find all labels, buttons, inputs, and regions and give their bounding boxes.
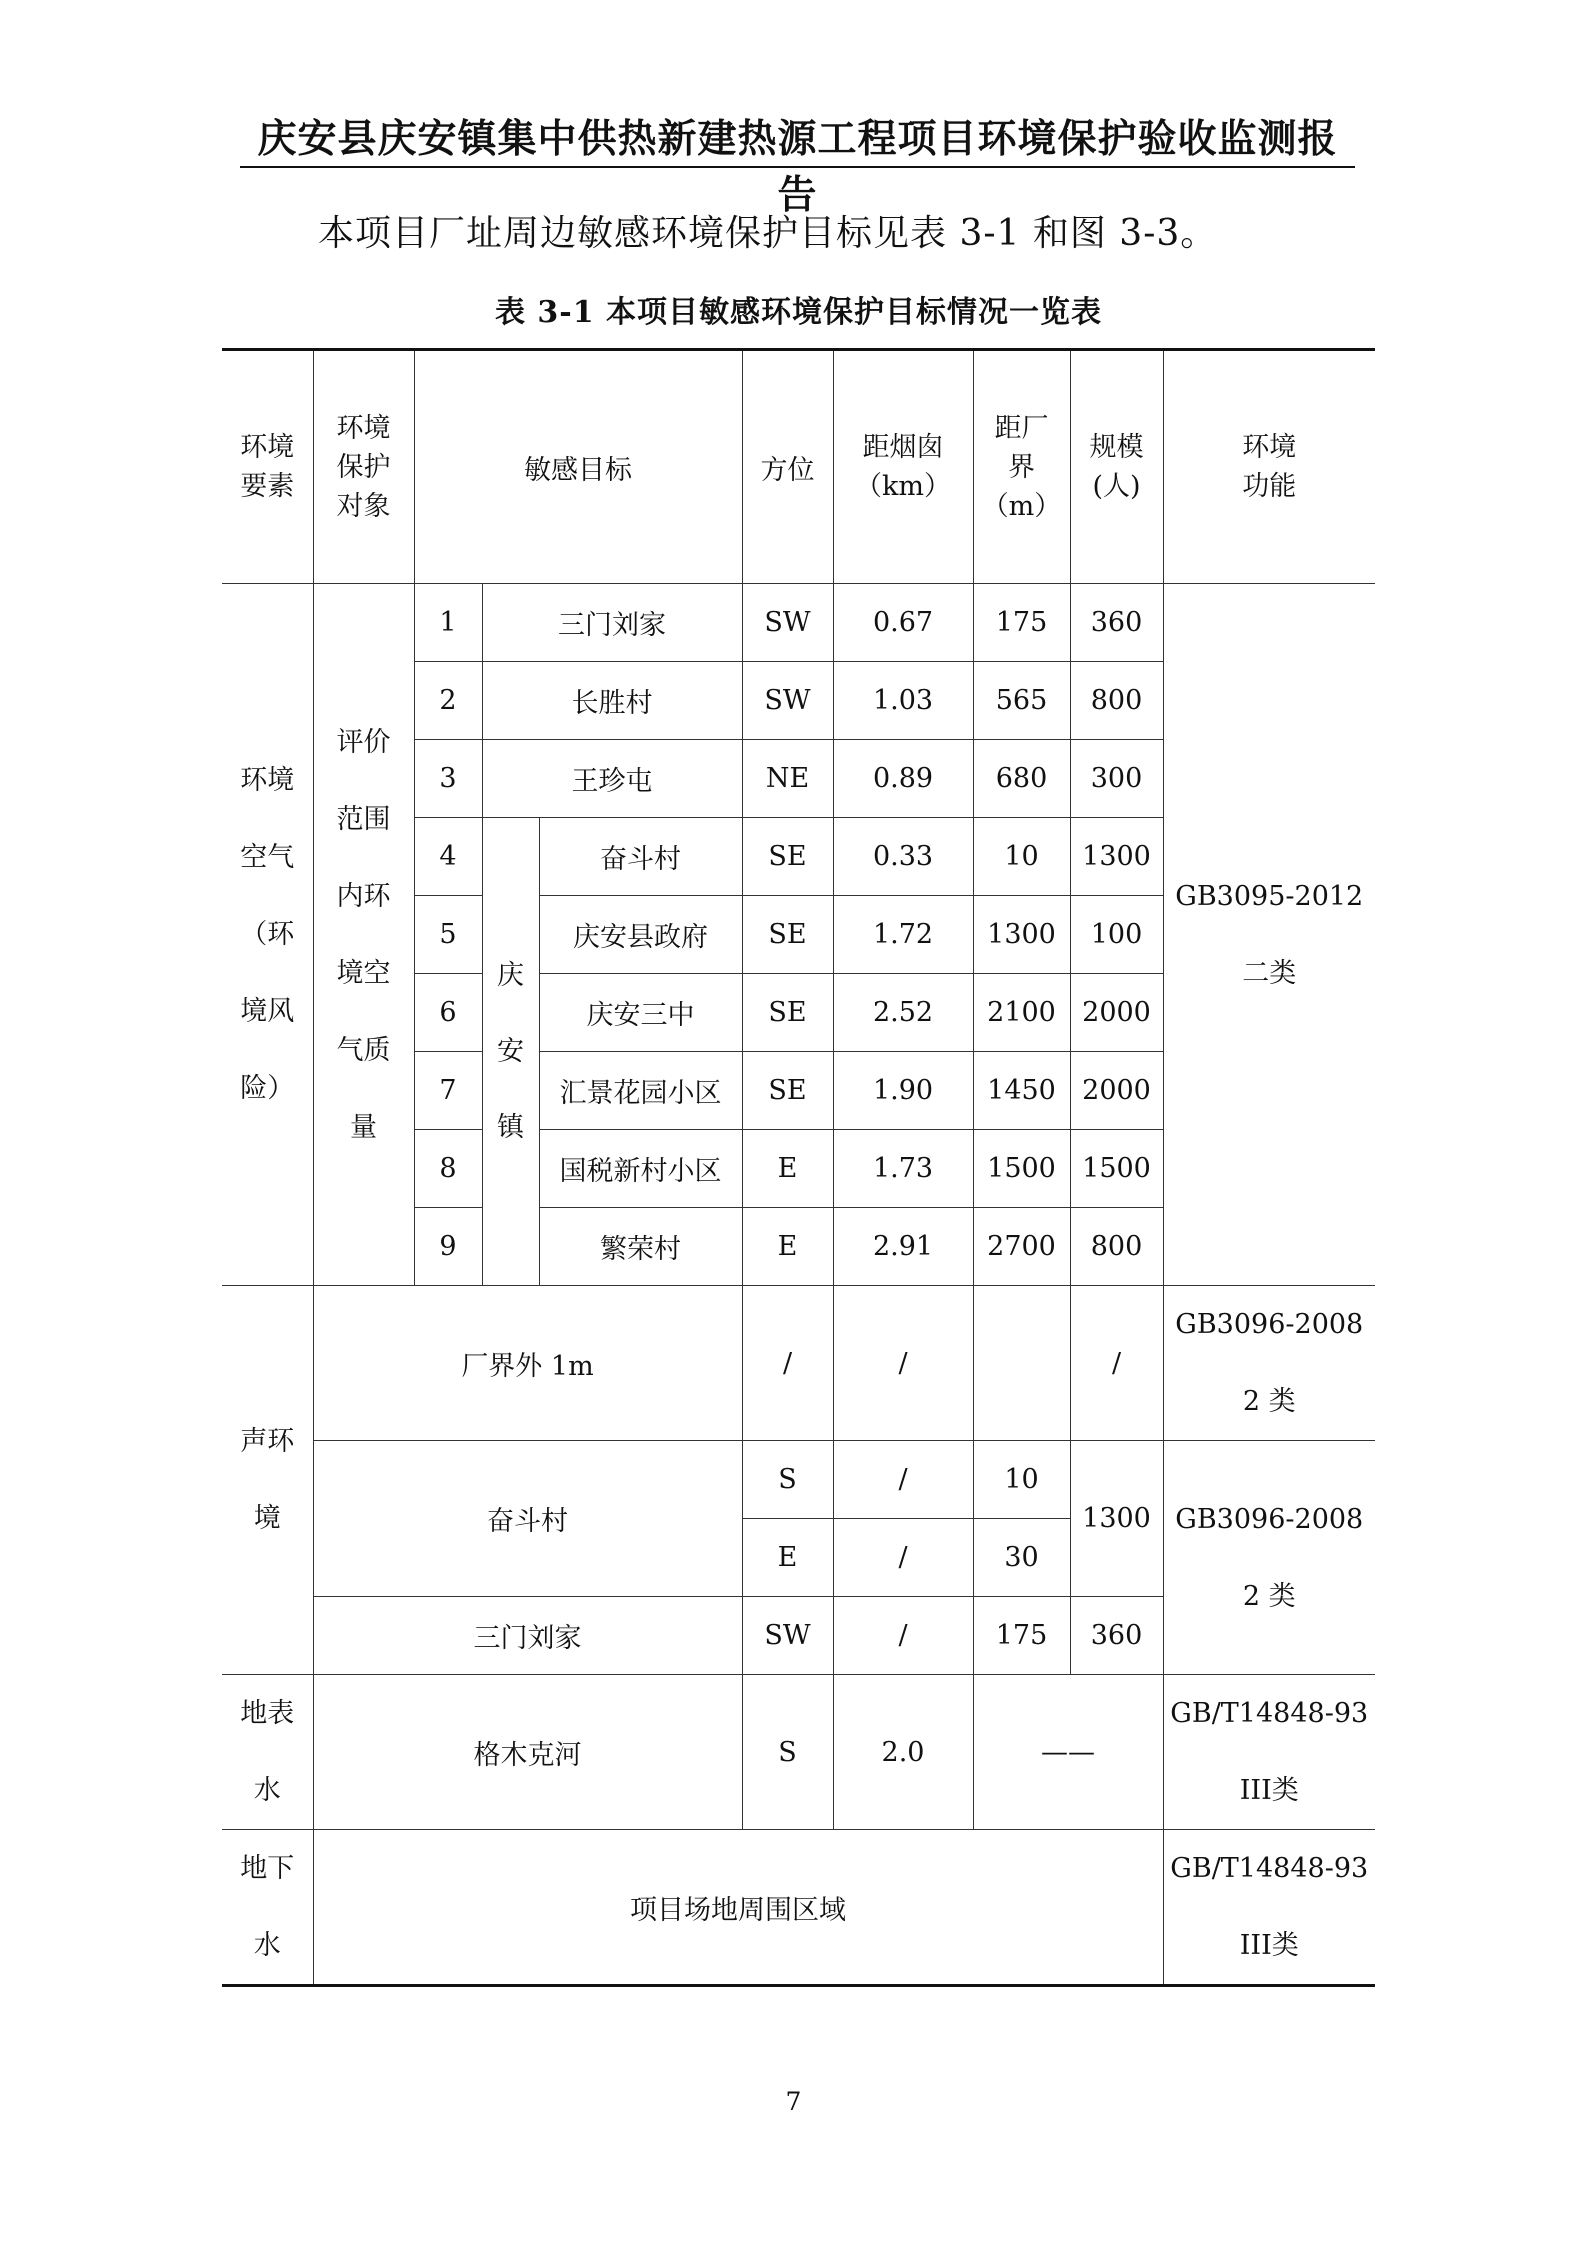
row-m: 680 (973, 740, 1070, 818)
noise-fendou-name: 奋斗村 (313, 1441, 742, 1597)
row-km: 2.91 (833, 1208, 973, 1286)
row-no: 6 (414, 974, 482, 1052)
row-m: 175 (973, 584, 1070, 662)
row-km: 1.73 (833, 1130, 973, 1208)
table-caption: 表 3-1 本项目敏感环境保护目标情况一览表 (494, 295, 1103, 330)
report-title: 庆安县庆安镇集中供热新建热源工程项目环境保护验收监测报告 (257, 116, 1338, 218)
row-m: 10 (973, 818, 1070, 896)
town-cell: 庆 安 镇 (482, 818, 539, 1286)
row-direction: S (742, 1675, 833, 1830)
table-row (222, 1286, 1375, 1441)
header-distance-stack: 距烟囱 （km） (833, 350, 973, 584)
row-people: 2000 (1070, 974, 1163, 1052)
surface-dash: —— (973, 1675, 1163, 1830)
row-no: 5 (414, 896, 482, 974)
row-people: 360 (1070, 584, 1163, 662)
row-people: 1500 (1070, 1130, 1163, 1208)
surface-function-cell: GB/T14848-93 III类 (1163, 1675, 1375, 1830)
ground-element-cell: 地下 水 (222, 1830, 313, 1986)
row-km: 1.90 (833, 1052, 973, 1130)
noise-function-cell-2: GB3096-2008 2 类 (1163, 1441, 1375, 1675)
row-km: 1.03 (833, 662, 973, 740)
row-m: 1450 (973, 1052, 1070, 1130)
row-km: 2.0 (833, 1675, 973, 1830)
row-km: / (833, 1441, 973, 1519)
header-divider (240, 166, 1355, 168)
table-row (222, 584, 1375, 662)
air-function-cell: GB3095-2012 二类 (1163, 584, 1375, 1286)
header-target: 敏感目标 (414, 350, 742, 584)
row-target: 奋斗村 (539, 818, 742, 896)
row-m: 1500 (973, 1130, 1070, 1208)
row-direction: SW (742, 1597, 833, 1675)
sensitive-targets-table (222, 348, 1375, 1987)
row-km: 0.89 (833, 740, 973, 818)
row-km: / (833, 1286, 973, 1441)
row-people: / (1070, 1286, 1163, 1441)
header-distance-boundary: 距厂 界 （m） (973, 350, 1070, 584)
row-direction: SW (742, 662, 833, 740)
air-element-cell: 环境 空气 （环 境风 险） (222, 584, 313, 1286)
row-no: 1 (414, 584, 482, 662)
row-people: 1300 (1070, 1441, 1163, 1597)
header-scale: 规模 (人) (1070, 350, 1163, 584)
row-direction: SW (742, 584, 833, 662)
row-no: 9 (414, 1208, 482, 1286)
air-object-cell: 评价 范围 内环 境空 气质 量 (313, 584, 414, 1286)
row-target: 汇景花园小区 (539, 1052, 742, 1130)
surface-name: 格木克河 (313, 1675, 742, 1830)
row-m: 2100 (973, 974, 1070, 1052)
row-target: 庆安县政府 (539, 896, 742, 974)
noise-function-cell-1: GB3096-2008 2 类 (1163, 1286, 1375, 1441)
row-people: 800 (1070, 662, 1163, 740)
row-m: 30 (973, 1519, 1070, 1597)
header-element: 环境 要素 (222, 350, 313, 584)
table-row (222, 1830, 1375, 1986)
page-number: 7 (785, 2087, 802, 2116)
row-target: 国税新村小区 (539, 1130, 742, 1208)
row-target: 庆安三中 (539, 974, 742, 1052)
row-target: 三门刘家 (482, 584, 742, 662)
row-m: 565 (973, 662, 1070, 740)
row-people: 2000 (1070, 1052, 1163, 1130)
row-people: 1300 (1070, 818, 1163, 896)
row-direction: E (742, 1130, 833, 1208)
row-direction: SE (742, 974, 833, 1052)
surface-element-cell: 地表 水 (222, 1675, 313, 1830)
header-function: 环境 功能 (1163, 350, 1375, 584)
row-m: 1300 (973, 896, 1070, 974)
noise-element-cell: 声环 境 (222, 1286, 313, 1675)
row-km: 0.33 (833, 818, 973, 896)
noise-sanmen-name: 三门刘家 (313, 1597, 742, 1675)
row-km: 2.52 (833, 974, 973, 1052)
row-km: / (833, 1519, 973, 1597)
table-row (222, 1441, 1375, 1519)
row-direction: E (742, 1519, 833, 1597)
row-direction: / (742, 1286, 833, 1441)
row-direction: SE (742, 818, 833, 896)
row-m: 10 (973, 1441, 1070, 1519)
header-row (222, 350, 1375, 584)
row-km: / (833, 1597, 973, 1675)
row-no: 3 (414, 740, 482, 818)
row-no: 2 (414, 662, 482, 740)
row-direction: SE (742, 896, 833, 974)
row-people: 360 (1070, 1597, 1163, 1675)
row-direction: E (742, 1208, 833, 1286)
row-target: 繁荣村 (539, 1208, 742, 1286)
table-row (222, 1675, 1375, 1830)
row-people: 800 (1070, 1208, 1163, 1286)
row-direction: SE (742, 1052, 833, 1130)
row-m: 2700 (973, 1208, 1070, 1286)
row-direction: NE (742, 740, 833, 818)
row-km: 0.67 (833, 584, 973, 662)
noise-boundary-name: 厂界外 1m (313, 1286, 742, 1441)
header-object: 环境 保护 对象 (313, 350, 414, 584)
row-target: 长胜村 (482, 662, 742, 740)
row-no: 7 (414, 1052, 482, 1130)
intro-paragraph: 本项目厂址周边敏感环境保护目标见表 3-1 和图 3-3。 (318, 213, 1218, 254)
row-target: 王珍屯 (482, 740, 742, 818)
row-km: 1.72 (833, 896, 973, 974)
row-people: 300 (1070, 740, 1163, 818)
row-no: 4 (414, 818, 482, 896)
row-m: 175 (973, 1597, 1070, 1675)
row-direction: S (742, 1441, 833, 1519)
header-direction: 方位 (742, 350, 833, 584)
row-no: 8 (414, 1130, 482, 1208)
ground-name: 项目场地周围区域 (313, 1830, 1163, 1986)
row-people: 100 (1070, 896, 1163, 974)
row-m (973, 1286, 1070, 1441)
ground-function-cell: GB/T14848-93 III类 (1163, 1830, 1375, 1986)
